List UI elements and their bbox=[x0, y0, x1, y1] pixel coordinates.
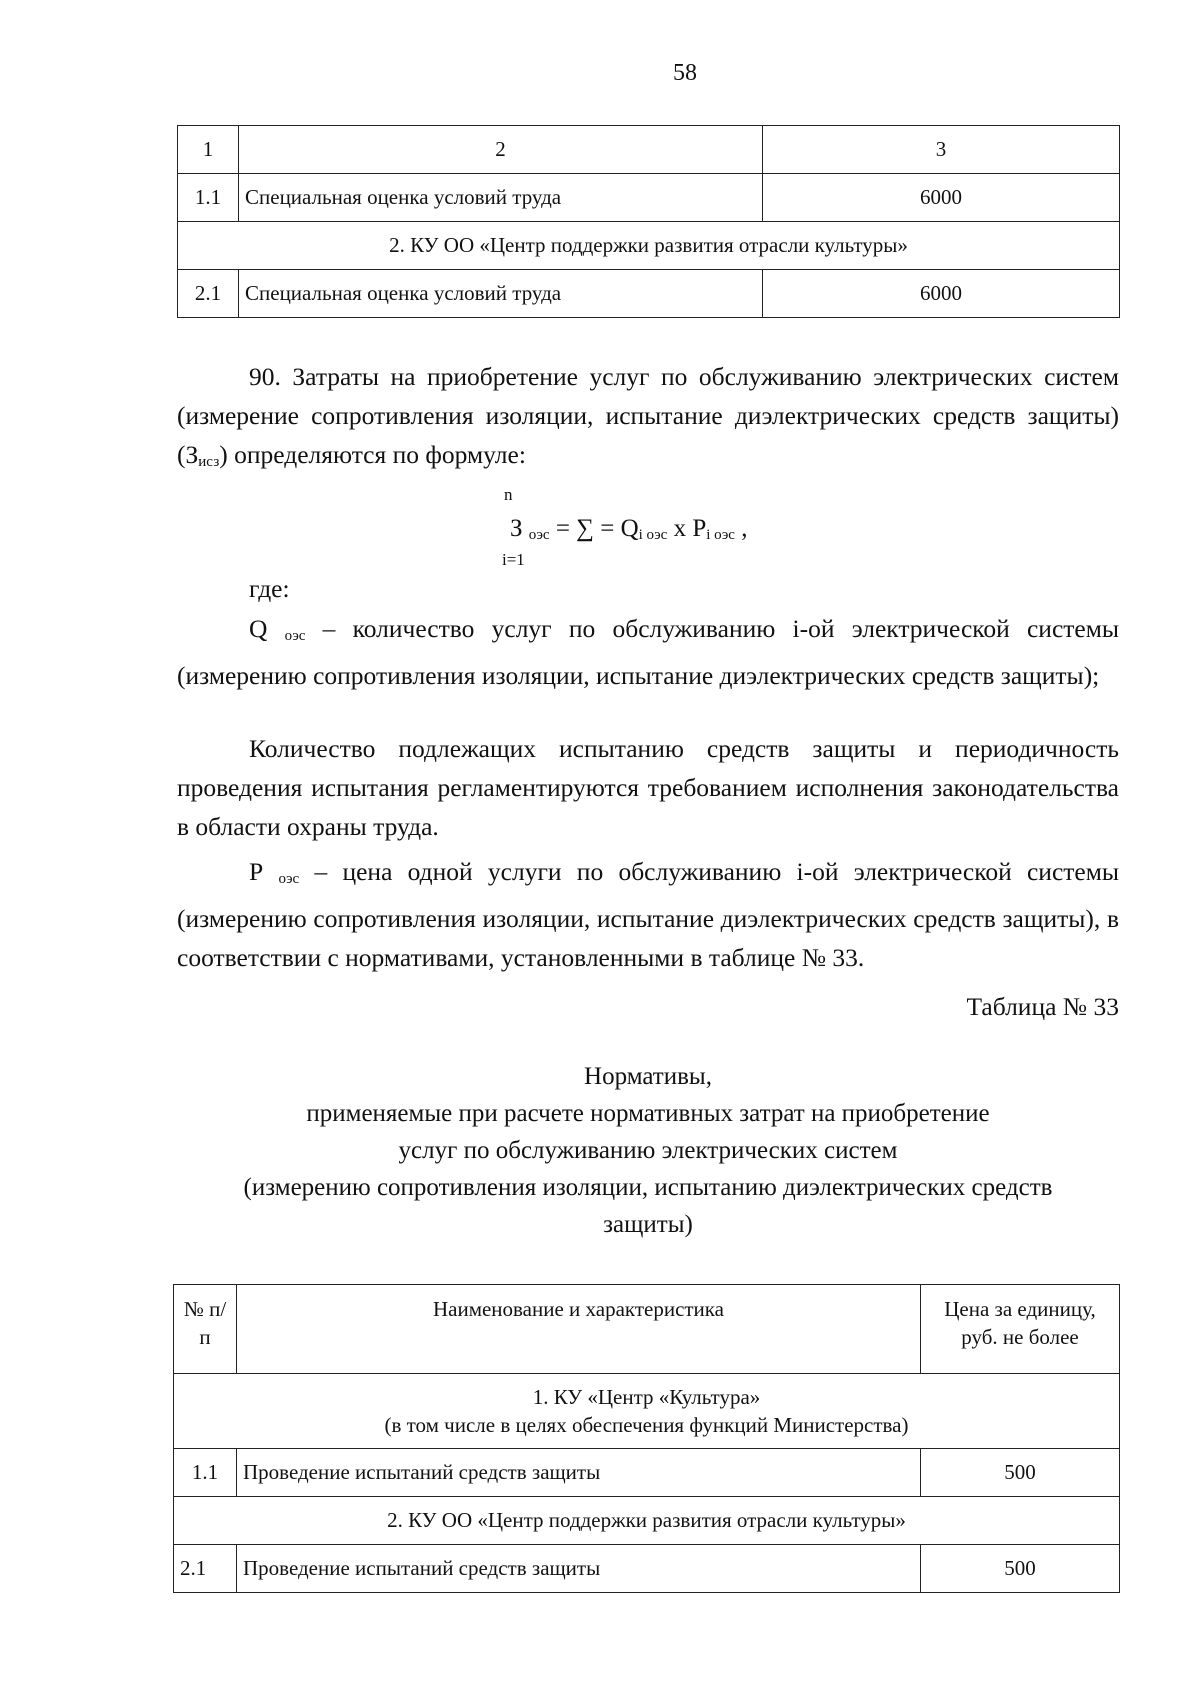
table-row bbox=[174, 1545, 1120, 1593]
table-section-row bbox=[174, 1497, 1120, 1545]
section-title bbox=[174, 1374, 1120, 1449]
title-line: (измерению сопротивления изоляции, испытанию диэлектрических средств bbox=[243, 1174, 1053, 1201]
table-row bbox=[178, 270, 1120, 318]
formula-lower-limit: i=1 bbox=[502, 550, 525, 569]
paragraph-90-text: 90. Затраты на приобретение услуг по обслуживанию электрических систем (измерение сопротивления изоляции, испытание диэлектрических средств защиты) (З bbox=[177, 362, 1119, 469]
formula-upper-limit: n bbox=[504, 485, 513, 504]
title-line: услуг по обслуживанию электрических систем bbox=[398, 1137, 898, 1164]
q-symbol: Q bbox=[249, 614, 268, 643]
formula-middle: = ∑ = Q bbox=[549, 515, 639, 542]
cost-formula bbox=[500, 485, 820, 575]
table-label: Таблица № 33 bbox=[966, 992, 1119, 1021]
p-symbol: Р bbox=[249, 857, 264, 886]
table-row bbox=[178, 174, 1120, 222]
q-definition-text: – количество услуг по обслуживанию i-ой электрической системы (измерению сопротивления изоляции, испытание диэлектрических средств защиты); bbox=[177, 614, 1119, 690]
header-cell: 1 bbox=[178, 126, 239, 174]
row-name: Специальная оценка условий труда bbox=[239, 174, 763, 222]
row-value: 500 bbox=[921, 1449, 1120, 1497]
header-cell: 2 bbox=[239, 126, 763, 174]
row-name: Проведение испытаний средств защиты bbox=[237, 1545, 921, 1593]
title-line: защиты) bbox=[603, 1211, 693, 1238]
row-number: 2.1 bbox=[174, 1545, 237, 1593]
q-subscript: оэс bbox=[284, 628, 306, 644]
quantity-paragraph: Количество подлежащих испытанию средств защиты и периодичность проведения испытания регламентируются требованием исполнения законодательства в области охраны труда. bbox=[177, 734, 1119, 841]
header-price: Цена за единицу, руб. не более bbox=[921, 1285, 1120, 1374]
section-title: 2. КУ ОО «Центр поддержки развития отрасли культуры» bbox=[178, 222, 1120, 270]
header-name: Наименование и характеристика bbox=[237, 1285, 921, 1374]
page-number: 58 bbox=[673, 60, 697, 86]
row-number: 1.1 bbox=[178, 174, 239, 222]
section-title: 2. КУ ОО «Центр поддержки развития отрасли культуры» bbox=[174, 1497, 1120, 1545]
paragraph-90 bbox=[177, 357, 1119, 482]
title-line: применяемые при расчете нормативных затрат на приобретение bbox=[306, 1100, 990, 1127]
formula-expression bbox=[510, 515, 747, 544]
row-number: 2.1 bbox=[178, 270, 239, 318]
formula-times: x P bbox=[667, 515, 707, 542]
where-label: где: bbox=[249, 574, 290, 603]
table-header-row bbox=[174, 1285, 1120, 1374]
q-definition bbox=[177, 609, 1119, 695]
row-name: Проведение испытаний средств защиты bbox=[237, 1449, 921, 1497]
row-number: 1.1 bbox=[174, 1449, 237, 1497]
header-cell: 3 bbox=[763, 126, 1120, 174]
p-definition bbox=[177, 852, 1119, 977]
paragraph-90-tail: ) определяются по формуле: bbox=[219, 440, 526, 469]
formula-p-subscript: i оэс bbox=[706, 527, 735, 543]
paragraph-90-subscript: исз bbox=[198, 454, 220, 470]
row-name: Специальная оценка условий труда bbox=[239, 270, 763, 318]
row-value: 500 bbox=[921, 1545, 1120, 1593]
formula-end: , bbox=[734, 515, 748, 542]
row-value: 6000 bbox=[763, 270, 1120, 318]
table-title bbox=[177, 1058, 1119, 1243]
formula-lhs-subscript: оэс bbox=[528, 527, 550, 543]
section-line: 1. КУ «Центр «Культура» bbox=[532, 1385, 761, 1409]
row-value: 6000 bbox=[763, 174, 1120, 222]
section-line: (в том числе в целях обеспечения функций Министерства) bbox=[384, 1413, 909, 1437]
formula-lhs: З bbox=[510, 515, 523, 542]
formula-q-subscript: i оэс bbox=[638, 527, 668, 543]
services-table-continued bbox=[177, 125, 1120, 318]
table-row bbox=[174, 1449, 1120, 1497]
p-definition-text: – цена одной услуги по обслуживанию i-ой электрической системы (измерению сопротивления изоляции, испытание диэлектрических средств защиты), в соответствии с нормативами, установленными в таблице № 33. bbox=[177, 857, 1119, 972]
table-section-row bbox=[178, 222, 1120, 270]
table-header-row bbox=[178, 126, 1120, 174]
p-subscript: оэс bbox=[278, 871, 300, 887]
table-section-row bbox=[174, 1374, 1120, 1449]
title-line: Нормативы, bbox=[584, 1063, 712, 1090]
norms-table-33 bbox=[173, 1284, 1120, 1593]
header-num: № п/п bbox=[174, 1285, 237, 1374]
